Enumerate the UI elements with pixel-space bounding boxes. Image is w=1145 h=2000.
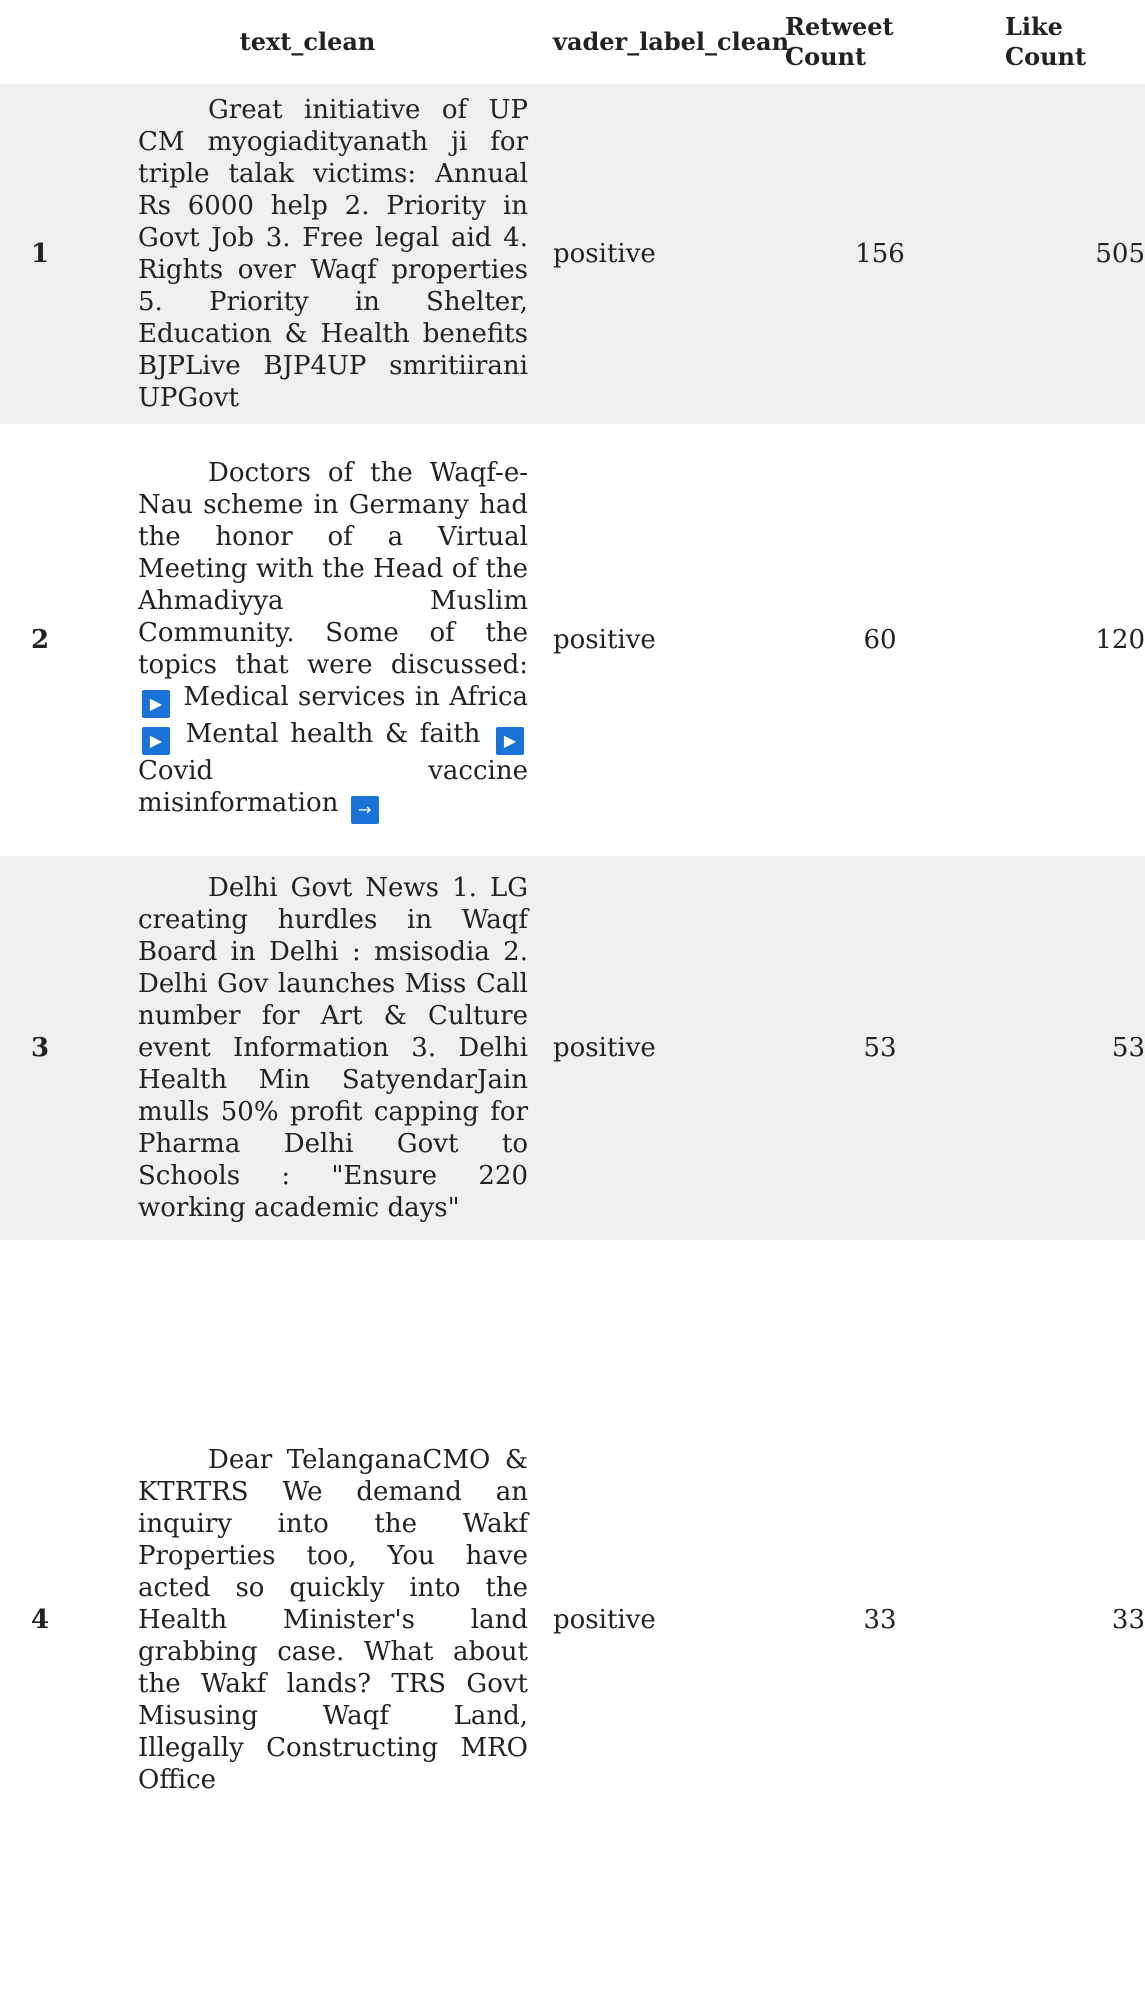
row-like-count: 120 — [1095, 625, 1145, 655]
header-row — [0, 0, 1145, 84]
row-retweet-count: 53 — [863, 1033, 897, 1063]
header-retweet-count — [785, 0, 1005, 84]
header-like-line2: Count — [1005, 42, 1087, 71]
header-text-clean: text_clean — [80, 0, 535, 84]
row-text-content: Delhi Govt News 1. LG creating hurdles in Waqf Board in Delhi : msisodia 2. Delhi Gov launches Miss Call number for Art & Culture event Information 3. Delhi Health Min SatyendarJain mulls 50% profit capping for Pharma Delhi Govt to Schools : "Ensure 220 working academic days" — [138, 873, 528, 1223]
row-index: 2 — [30, 625, 50, 655]
row-text — [80, 856, 535, 1240]
header-vader-label: vader_label_clean — [535, 0, 785, 84]
row-text-content: Great initiative of UP CM myogiadityanath ji for triple talak victims: Annual Rs 6000 help 2. Priority in Govt Job 3. Free legal aid 4. Rights over Waqf properties 5. Priority in Shelter, Education & Health benefits BJPLive BJP4UP smritiirani UPGovt — [138, 95, 528, 413]
play-icon: ▶ — [142, 690, 170, 718]
row-text-part: Mental health & faith — [185, 718, 481, 749]
row-index: 4 — [30, 1605, 50, 1635]
table-row — [0, 1240, 1145, 2000]
row-like-count: 505 — [1095, 239, 1145, 269]
row-retweet-count: 156 — [855, 239, 905, 269]
table-row — [0, 424, 1145, 856]
table-body — [0, 84, 1145, 2000]
row-label: positive — [553, 1033, 656, 1063]
table-row — [0, 856, 1145, 1240]
header-retweet-line1: Retweet — [785, 12, 894, 41]
table-row — [0, 84, 1145, 424]
play-icon: ▶ — [496, 727, 524, 755]
row-index: 1 — [30, 239, 50, 269]
row-text-part: Doctors of the Waqf-e-Nau scheme in Germany had the honor of a Virtual Meeting with the Head of the Ahmadiyya Muslim Community. Some of the topics that were discussed: — [138, 457, 528, 680]
row-like-count: 53 — [1111, 1033, 1145, 1063]
row-label: positive — [553, 1605, 656, 1635]
header-index — [0, 0, 80, 84]
row-label: positive — [553, 625, 656, 655]
row-text — [80, 1240, 535, 2000]
header-retweet-line2: Count — [785, 42, 867, 71]
row-like-count: 33 — [1111, 1605, 1145, 1635]
row-retweet-count: 33 — [863, 1605, 897, 1635]
row-text-content — [138, 457, 528, 824]
row-label: positive — [553, 239, 656, 269]
header-like-line1: Like — [1005, 12, 1063, 41]
row-text-content: Dear TelanganaCMO & KTRTRS We demand an inquiry into the Wakf Properties too, You have acted so quickly into the Health Minister's land grabbing case. What about the Wakf lands? TRS Govt Misusing Waqf Land, Illegally Constructing MRO Office — [138, 1445, 528, 1795]
row-retweet-count: 60 — [863, 625, 897, 655]
row-index: 3 — [30, 1033, 50, 1063]
row-text-part: Covid vaccine misinformation — [138, 755, 528, 818]
header-like-count — [1005, 0, 1145, 84]
row-text — [80, 84, 535, 424]
arrow-right-icon: → — [351, 796, 379, 824]
play-icon: ▶ — [142, 727, 170, 755]
table-header — [0, 0, 1145, 84]
row-text — [80, 424, 535, 856]
row-text-part: Medical services in Africa — [183, 681, 529, 712]
